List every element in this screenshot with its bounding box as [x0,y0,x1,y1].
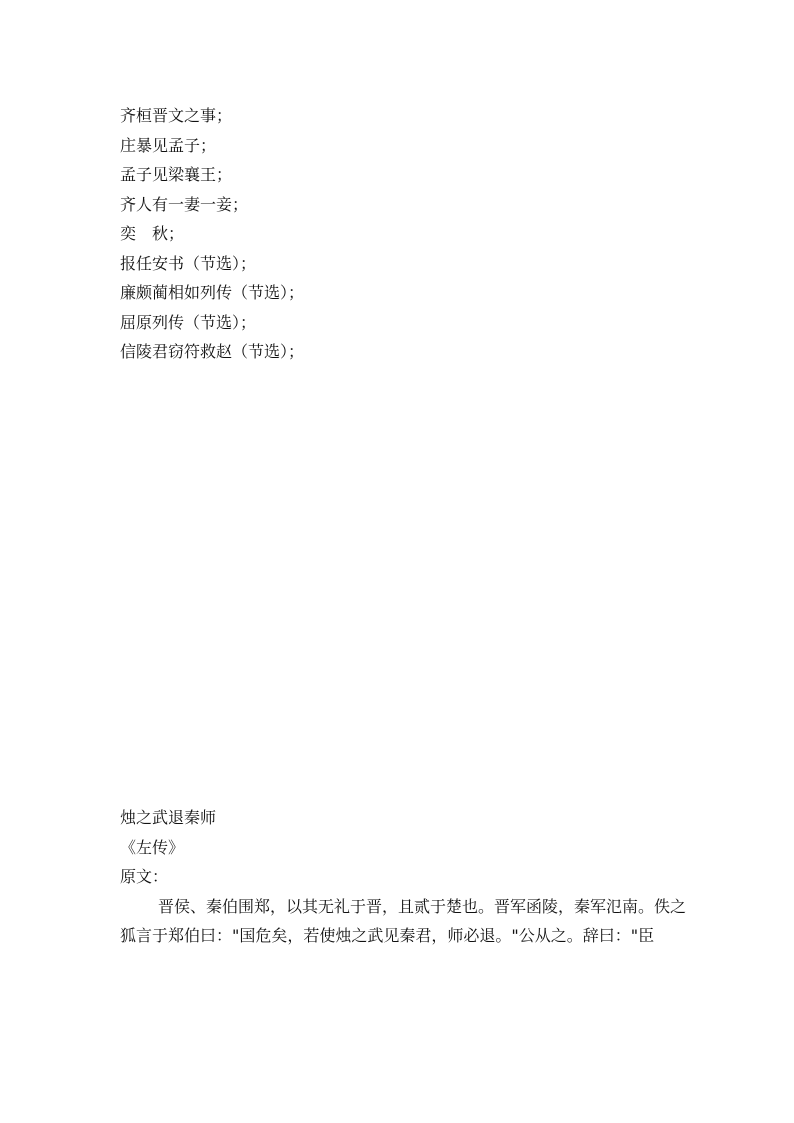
original-text-label: 原文： [120,867,169,886]
toc-item: 信陵君窃符救赵（节选）； [120,342,305,361]
article-title: 烛之武退秦师 [120,808,217,827]
article-paragraph: 晋侯、秦伯围郑，以其无礼于晋，且贰于楚也。晋军函陵，秦军氾南。佚之 [158,896,687,916]
toc-item: 孟子见梁襄王； [120,165,233,184]
article-paragraph: 狐言于郑伯曰："国危矣，若使烛之武见秦君，师必退。"公从之。辞曰："臣 [120,926,655,945]
toc-item: 齐人有一妻一妾； [120,194,249,214]
article-source: 《左传》 [120,837,185,857]
article-section [120,803,695,951]
toc-item: 齐桓晋文之事； [120,106,233,125]
toc-item: 廉颇蔺相如列传（节选）； [120,283,305,302]
toc-item: 报任安书（节选）； [120,253,257,273]
toc-item: 屈原列传（节选）； [120,312,257,332]
toc-item: 奕 秋； [120,224,185,243]
table-of-contents [120,101,304,367]
toc-item: 庄暴见孟子； [120,135,217,155]
